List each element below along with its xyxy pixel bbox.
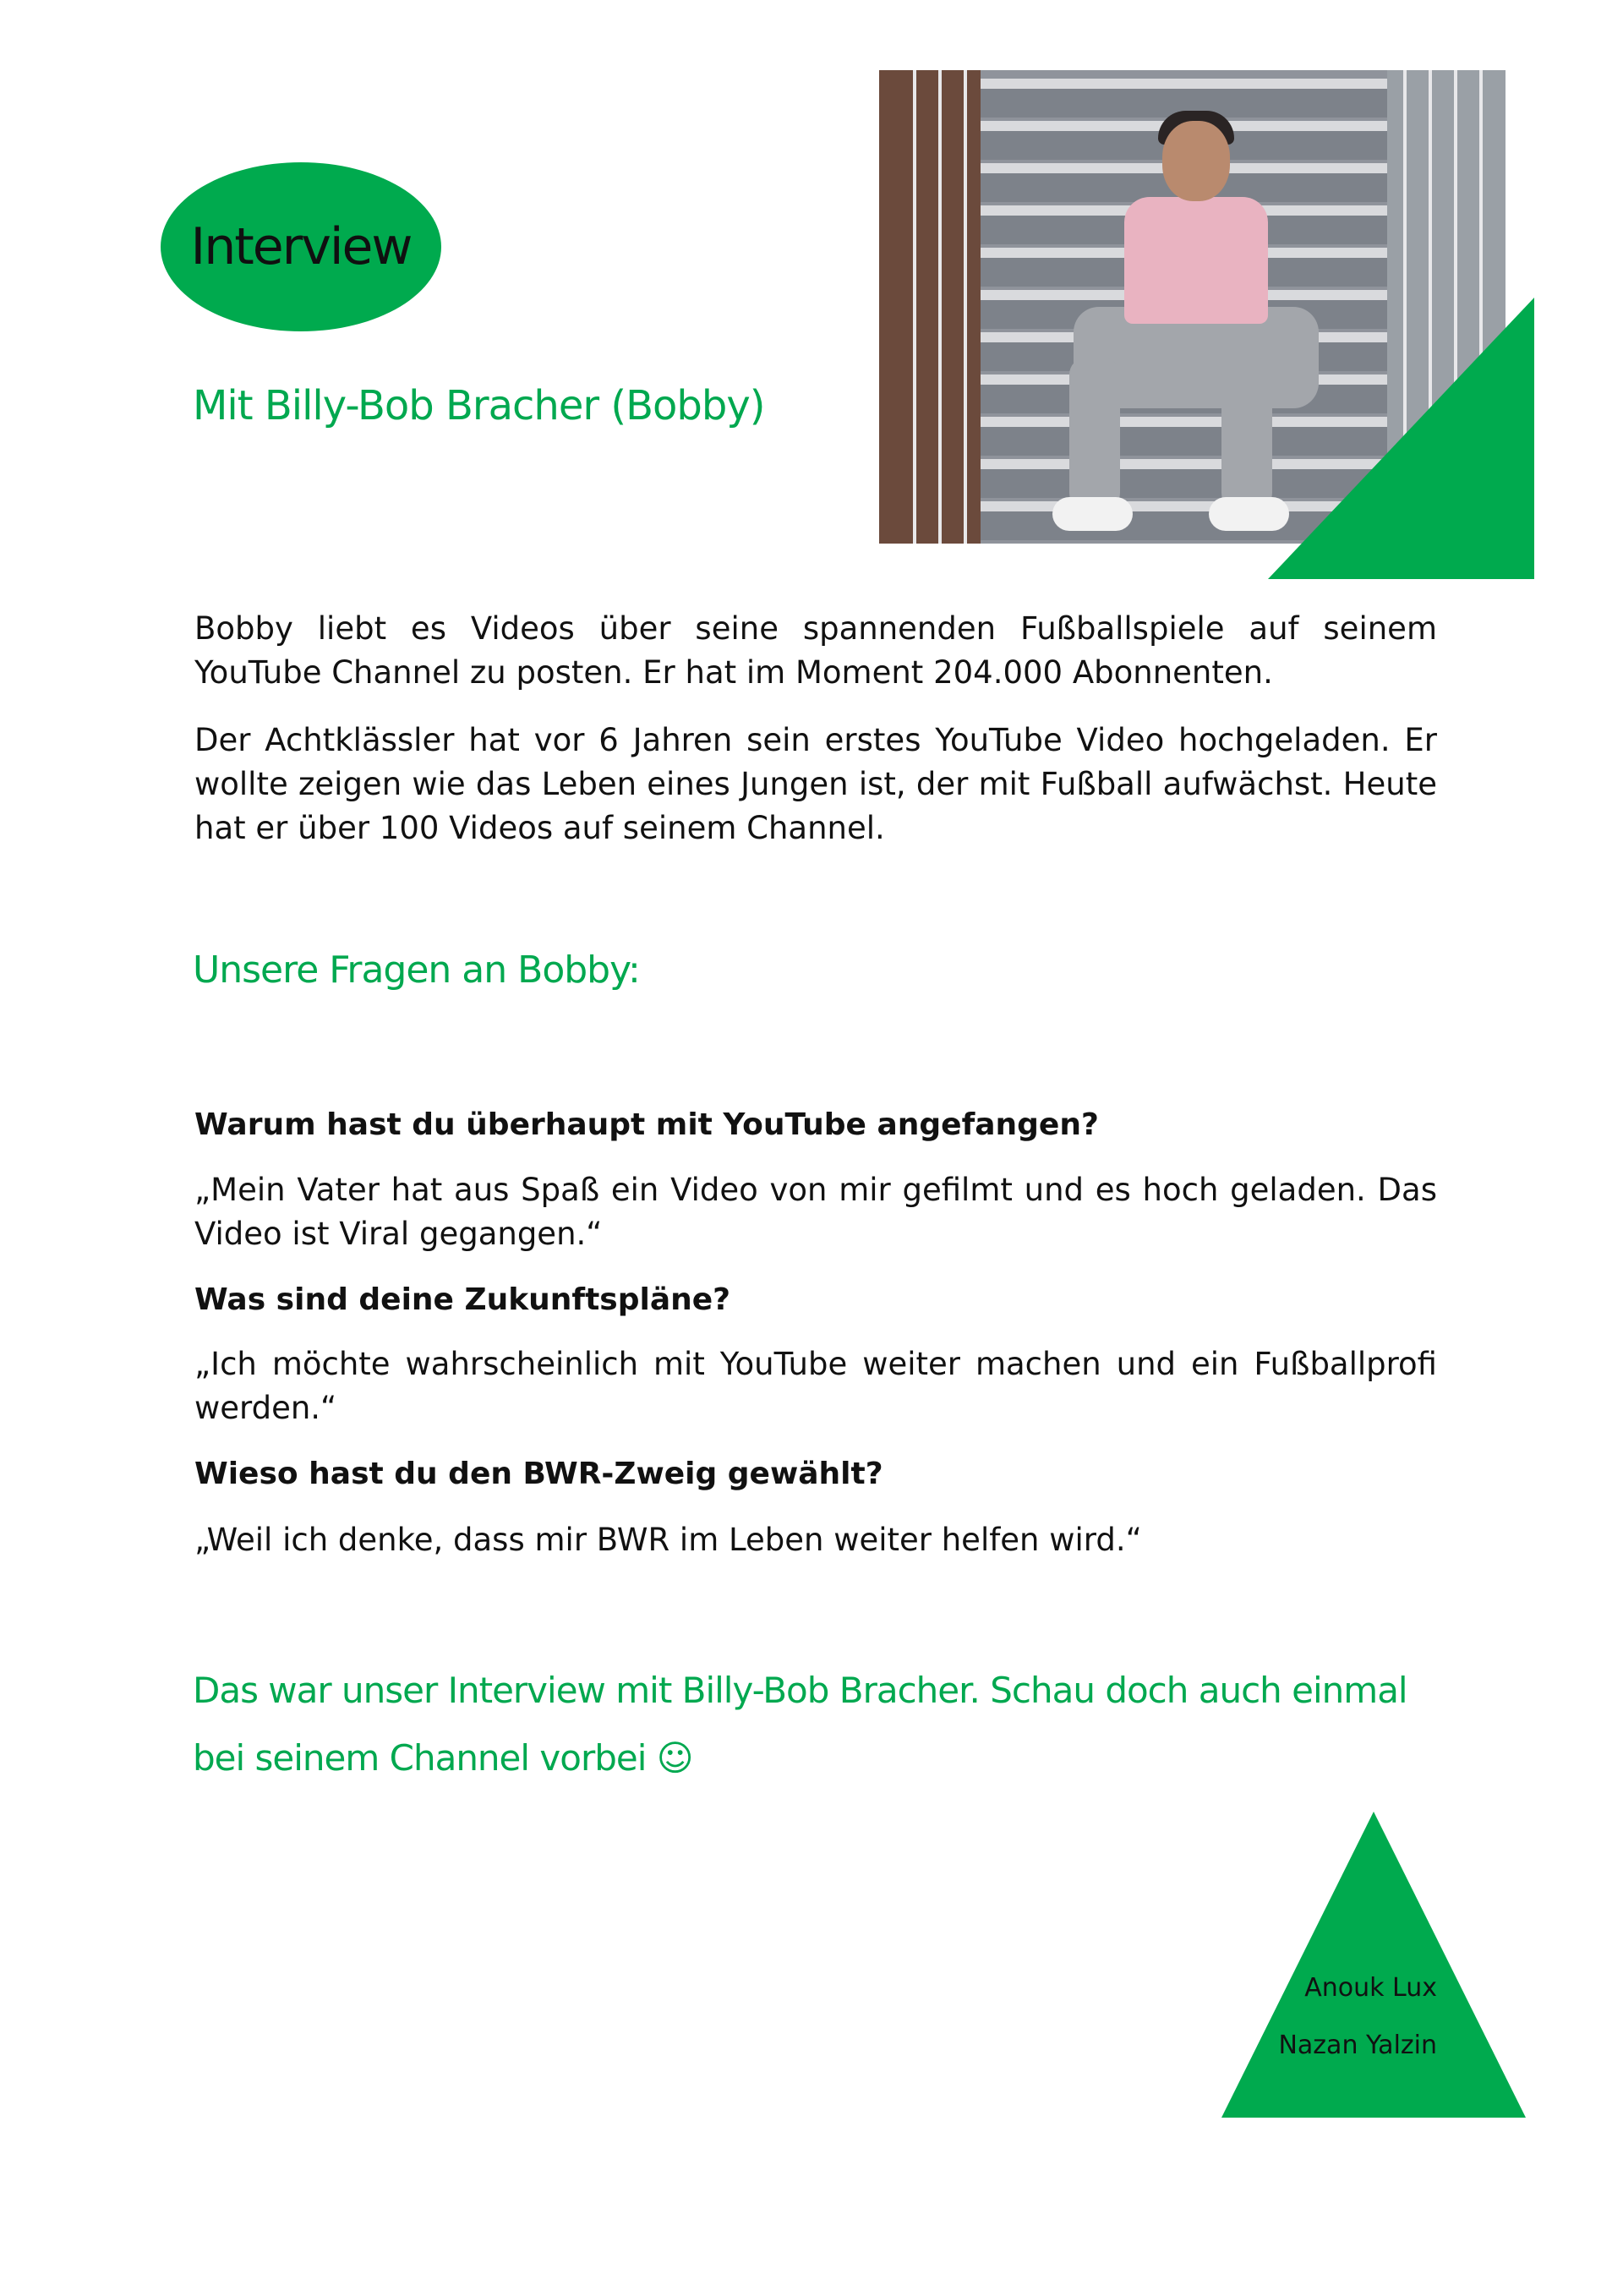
question-1: Warum hast du überhaupt mit YouTube angefangen? (194, 1107, 1099, 1142)
interview-badge (161, 162, 441, 331)
answer-3: „Weil ich denke, dass mir BWR im Leben weiter helfen wird.“ (194, 1522, 1142, 1558)
answer-1: „Mein Vater hat aus Spaß ein Video von mir gefilmt und es hoch geladen. Das Video ist Viral gegangen.“ (194, 1172, 1437, 1252)
question-3: Wieso hast du den BWR-Zweig gewählt? (194, 1457, 883, 1491)
author-name: Anouk Lux (1304, 1973, 1437, 2003)
corner-triangle (1268, 298, 1534, 579)
intro-paragraph-1: Bobby liebt es Videos über seine spannenden Fußballspiele auf seinem YouTube Channel zu posten. Er hat im Moment 204.000 Abonnenten. (194, 610, 1437, 691)
intro-paragraph-2: Der Achtklässler hat vor 6 Jahren sein erstes YouTube Video hochgeladen. Er wollte zeigen wie das Leben eines Jungen ist, der mit Fußball aufwächst. Heute hat er über 100 Videos auf seinem Channel. (194, 722, 1437, 846)
author-names (1251, 1960, 1437, 2075)
badge-label: Interview (190, 217, 412, 276)
questions-heading: Unsere Fragen an Bobby: (193, 948, 640, 992)
answer-2: „Ich möchte wahrscheinlich mit YouTube weiter machen und ein Fußballprofi werden.“ (194, 1346, 1437, 1426)
closing-text: Das war unser Interview mit Billy-Bob Bracher. Schau doch auch einmal bei seinem Channel vorbei ☺ (193, 1670, 1407, 1779)
author-name: Nazan Yalzin (1278, 2031, 1437, 2060)
page-subtitle: Mit Billy-Bob Bracher (Bobby) (193, 382, 765, 429)
question-2: Was sind deine Zukunftspläne? (194, 1282, 731, 1317)
